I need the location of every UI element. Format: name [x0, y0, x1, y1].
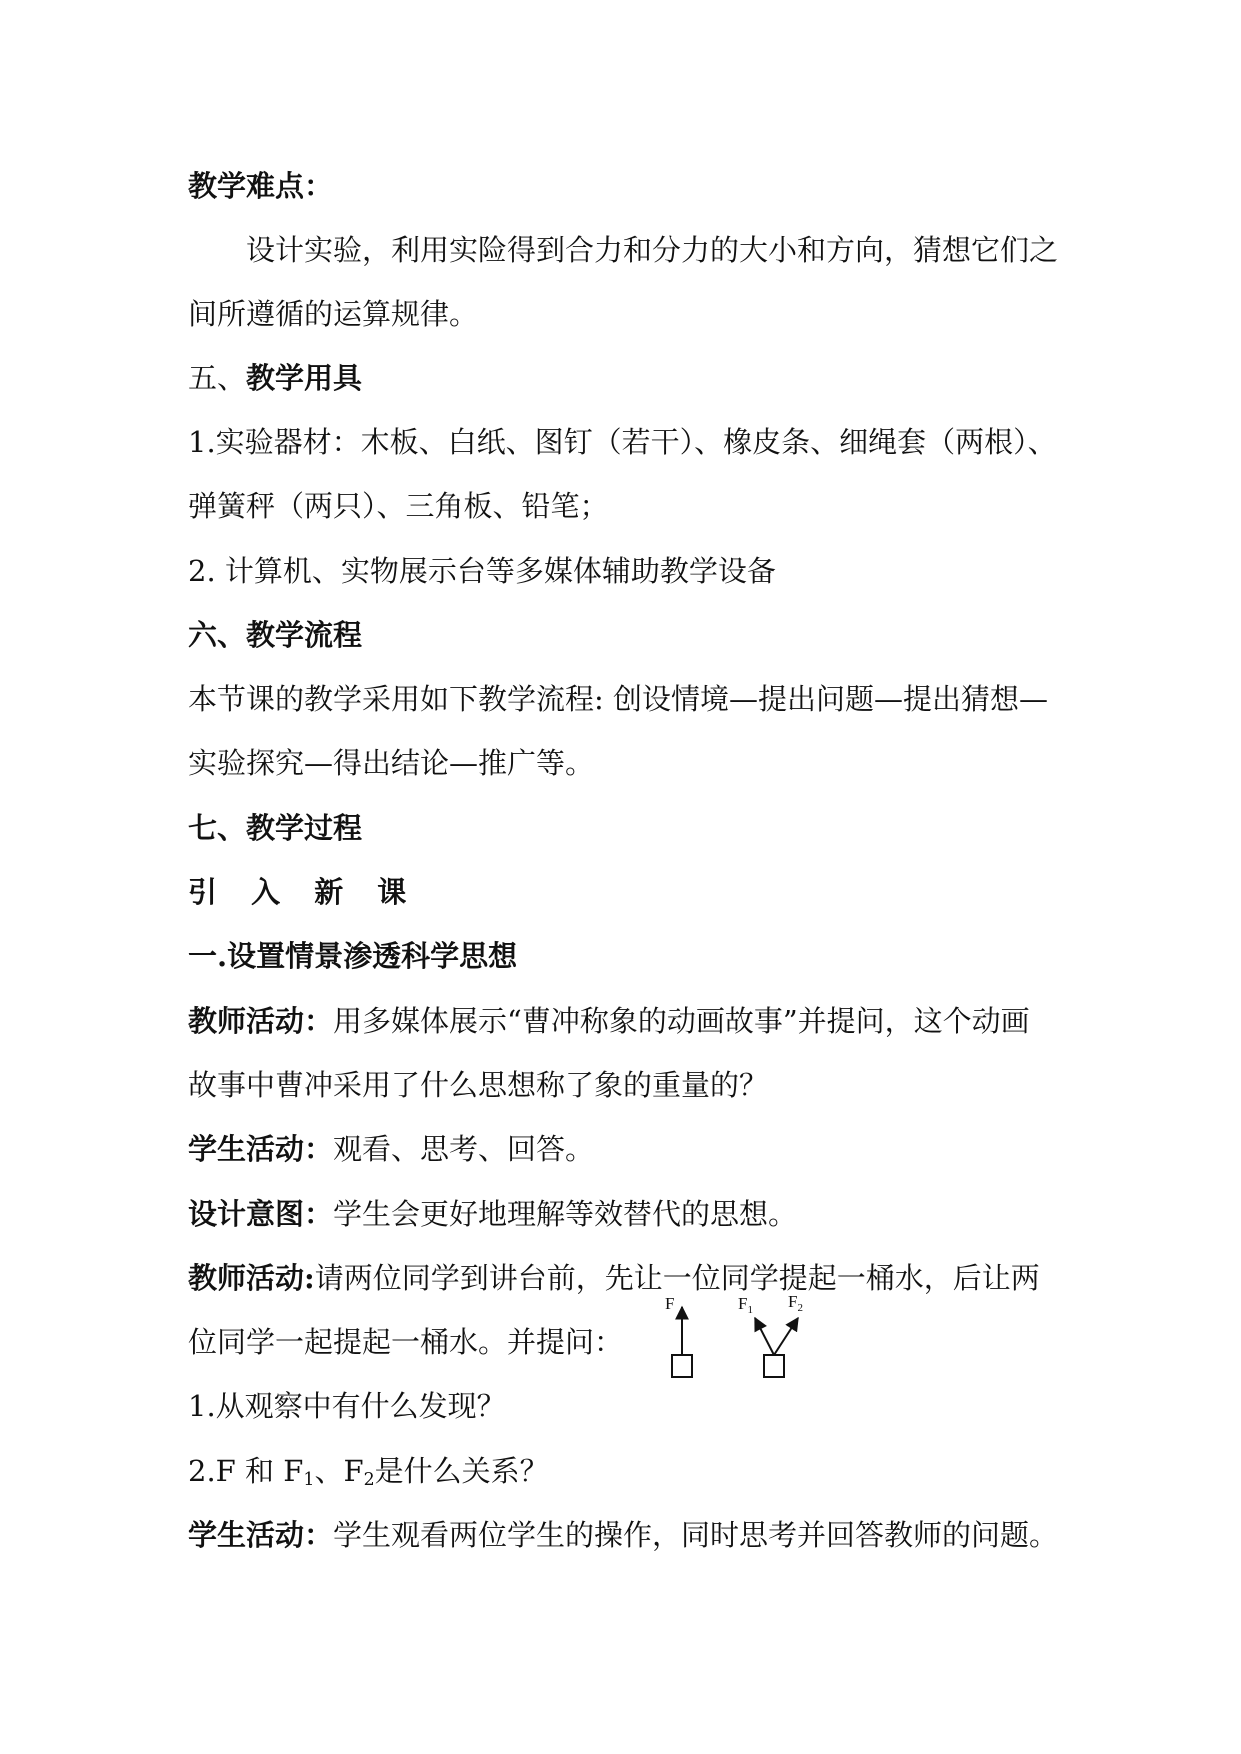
teacher-activity-label: 教师活动： [188, 1004, 334, 1038]
design-intent [188, 1196, 1068, 1232]
student-activity-2 [188, 1517, 1068, 1553]
design-intent-label: 设计意图： [188, 1197, 334, 1231]
flow-heading: 六、教学流程 [188, 618, 363, 652]
teacher-activity-text: 用多媒体展示“曹冲称象的动画故事”并提问，这个动画 [333, 1004, 1030, 1038]
student-activity-2-text: 学生观看两位学生的操作，同时思考并回答教师的问题。 [333, 1518, 1059, 1552]
teacher-activity-2-line2: 位同学一起提起一桶水。并提问： [188, 1325, 624, 1359]
student-activity-label: 学生活动： [188, 1132, 334, 1166]
question-1: 1.从观察中有什么发现？ [188, 1389, 506, 1423]
bucket-single-box [672, 1355, 692, 1377]
teacher-activity-2-text: 请两位同学到讲台前，先让一位同学提起一桶水，后让两 [314, 1261, 1040, 1295]
teacher-activity-1-line2: 故事中曹冲采用了什么思想称了象的重量的？ [188, 1068, 769, 1102]
intro-heading: 引 入 新 课 [188, 875, 419, 909]
student-activity-2-label: 学生活动： [188, 1518, 334, 1552]
tools-item1-line2: 弹簧秤（两只）、三角板、铅笔； [188, 489, 609, 523]
force-f1-arrow [755, 1318, 774, 1355]
tools-item2: 2. 计算机、实物展示台等多媒体辅助教学设备 [188, 554, 776, 588]
force-f1-label: $F_1$ [738, 1294, 753, 1316]
student-activity-text: 观看、思考、回答。 [333, 1132, 595, 1166]
student-activity-1 [188, 1131, 1068, 1167]
flow-text-line1: 本节课的教学采用如下教学流程: 创设情境—提出问题—提出猜想— [188, 682, 1048, 716]
difficulty-text-line2: 间所遵循的运算规律。 [188, 297, 479, 331]
tools-heading-number: 五、 [188, 361, 247, 395]
force-f-label: F [665, 1294, 675, 1313]
question-2: 2.F 和 $F_1$、$F_2$是什么关系？ [188, 1454, 549, 1490]
difficulty-heading: 教学难点： [188, 169, 334, 203]
tools-heading-text: 教学用具 [246, 361, 363, 395]
force-f2-label: $F_2$ [788, 1293, 803, 1314]
teacher-activity-2-line1 [188, 1260, 1068, 1296]
difficulty-text-line1: 设计实验，利用实险得到合力和分力的大小和方向，猜想它们之 [246, 233, 1059, 267]
process-heading: 七、教学过程 [188, 811, 363, 845]
force-f2-arrow [774, 1318, 798, 1355]
design-intent-text: 学生会更好地理解等效替代的思想。 [333, 1197, 798, 1231]
tools-item1-line1: 1.实验器材：木板、白纸、图钉（若干）、橡皮条、细绳套（两根）、 [188, 425, 1057, 459]
force-diagram [660, 1293, 820, 1393]
bucket-pair-box [764, 1355, 784, 1377]
flow-text-line2: 实验探究—得出结论—推广等。 [188, 746, 595, 780]
teacher-activity-1-line1 [188, 1003, 1068, 1039]
teacher-activity-2-label: 教师活动: [188, 1261, 315, 1295]
tools-heading [188, 360, 1068, 396]
section1-heading: 一.设置情景渗透科学思想 [188, 939, 518, 973]
